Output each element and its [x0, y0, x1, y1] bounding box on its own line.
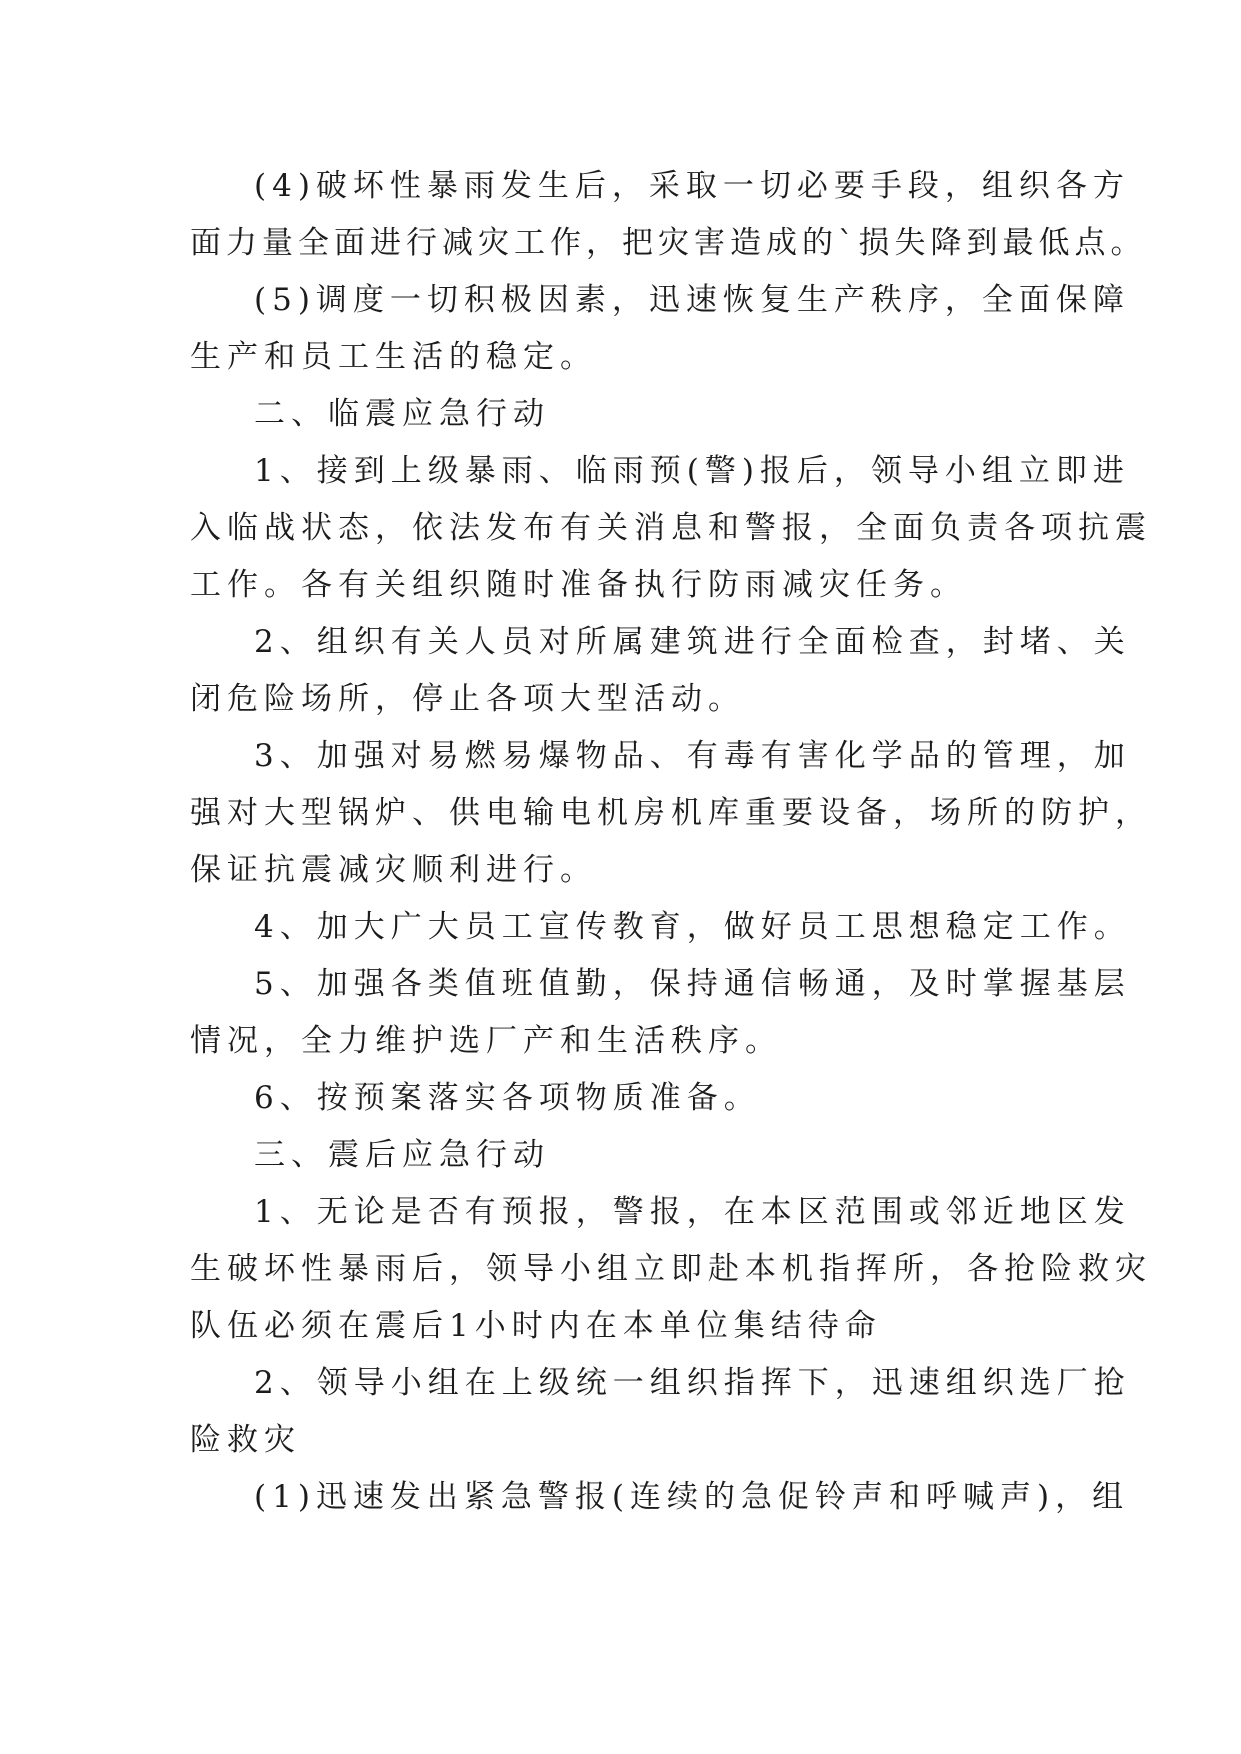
section-heading: 三、震后应急行动	[254, 1137, 550, 1173]
paragraph-line: 面力量全面进行减灾工作，把灾害造成的`损失降到最低点。	[190, 225, 1147, 261]
paragraph-line: 5、加强各类值班值勤，保持通信畅通，及时掌握基层	[254, 966, 1131, 1002]
paragraph-line: 闭危险场所，停止各项大型活动。	[190, 681, 745, 717]
paragraph-line: (1)迅速发出紧急警报(连续的急促铃声和呼喊声)，组	[254, 1479, 1130, 1515]
paragraph-line: 队伍必须在震后1小时内在本单位集结待命	[190, 1308, 882, 1344]
paragraph-line: 险救灾	[190, 1422, 301, 1458]
paragraph-line: 保证抗震减灾顺利进行。	[190, 852, 597, 888]
paragraph-line: 3、加强对易燃易爆物品、有毒有害化学品的管理，加	[254, 738, 1131, 774]
paragraph-line: 4、加大广大员工宣传教育，做好员工思想稳定工作。	[254, 909, 1131, 945]
paragraph-line: 工作。各有关组织随时准备执行防雨减灾任务。	[190, 567, 967, 603]
paragraph-line: 生破坏性暴雨后，领导小组立即赴本机指挥所，各抢险救灾	[190, 1251, 1152, 1287]
paragraph-line: 6、按预案落实各项物质准备。	[254, 1080, 761, 1116]
section-heading: 二、临震应急行动	[254, 396, 550, 432]
paragraph-line: (4)破坏性暴雨发生后，采取一切必要手段，组织各方	[254, 168, 1130, 204]
paragraph-line: (5)调度一切积极因素，迅速恢复生产秩序，全面保障	[254, 282, 1130, 318]
paragraph-line: 强对大型锅炉、供电输电机房机库重要设备，场所的防护，	[190, 795, 1152, 831]
paragraph-line: 2、领导小组在上级统一组织指挥下，迅速组织选厂抢	[254, 1365, 1131, 1401]
paragraph-line: 1、无论是否有预报，警报，在本区范围或邻近地区发	[254, 1194, 1131, 1230]
paragraph-line: 入临战状态，依法发布有关消息和警报，全面负责各项抗震	[190, 510, 1152, 546]
paragraph-line: 2、组织有关人员对所属建筑进行全面检查，封堵、关	[254, 624, 1131, 660]
paragraph-line: 情况，全力维护选厂产和生活秩序。	[190, 1023, 782, 1059]
paragraph-line: 1、接到上级暴雨、临雨预(警)报后，领导小组立即进	[254, 453, 1130, 489]
paragraph-line: 生产和员工生活的稳定。	[190, 339, 597, 375]
